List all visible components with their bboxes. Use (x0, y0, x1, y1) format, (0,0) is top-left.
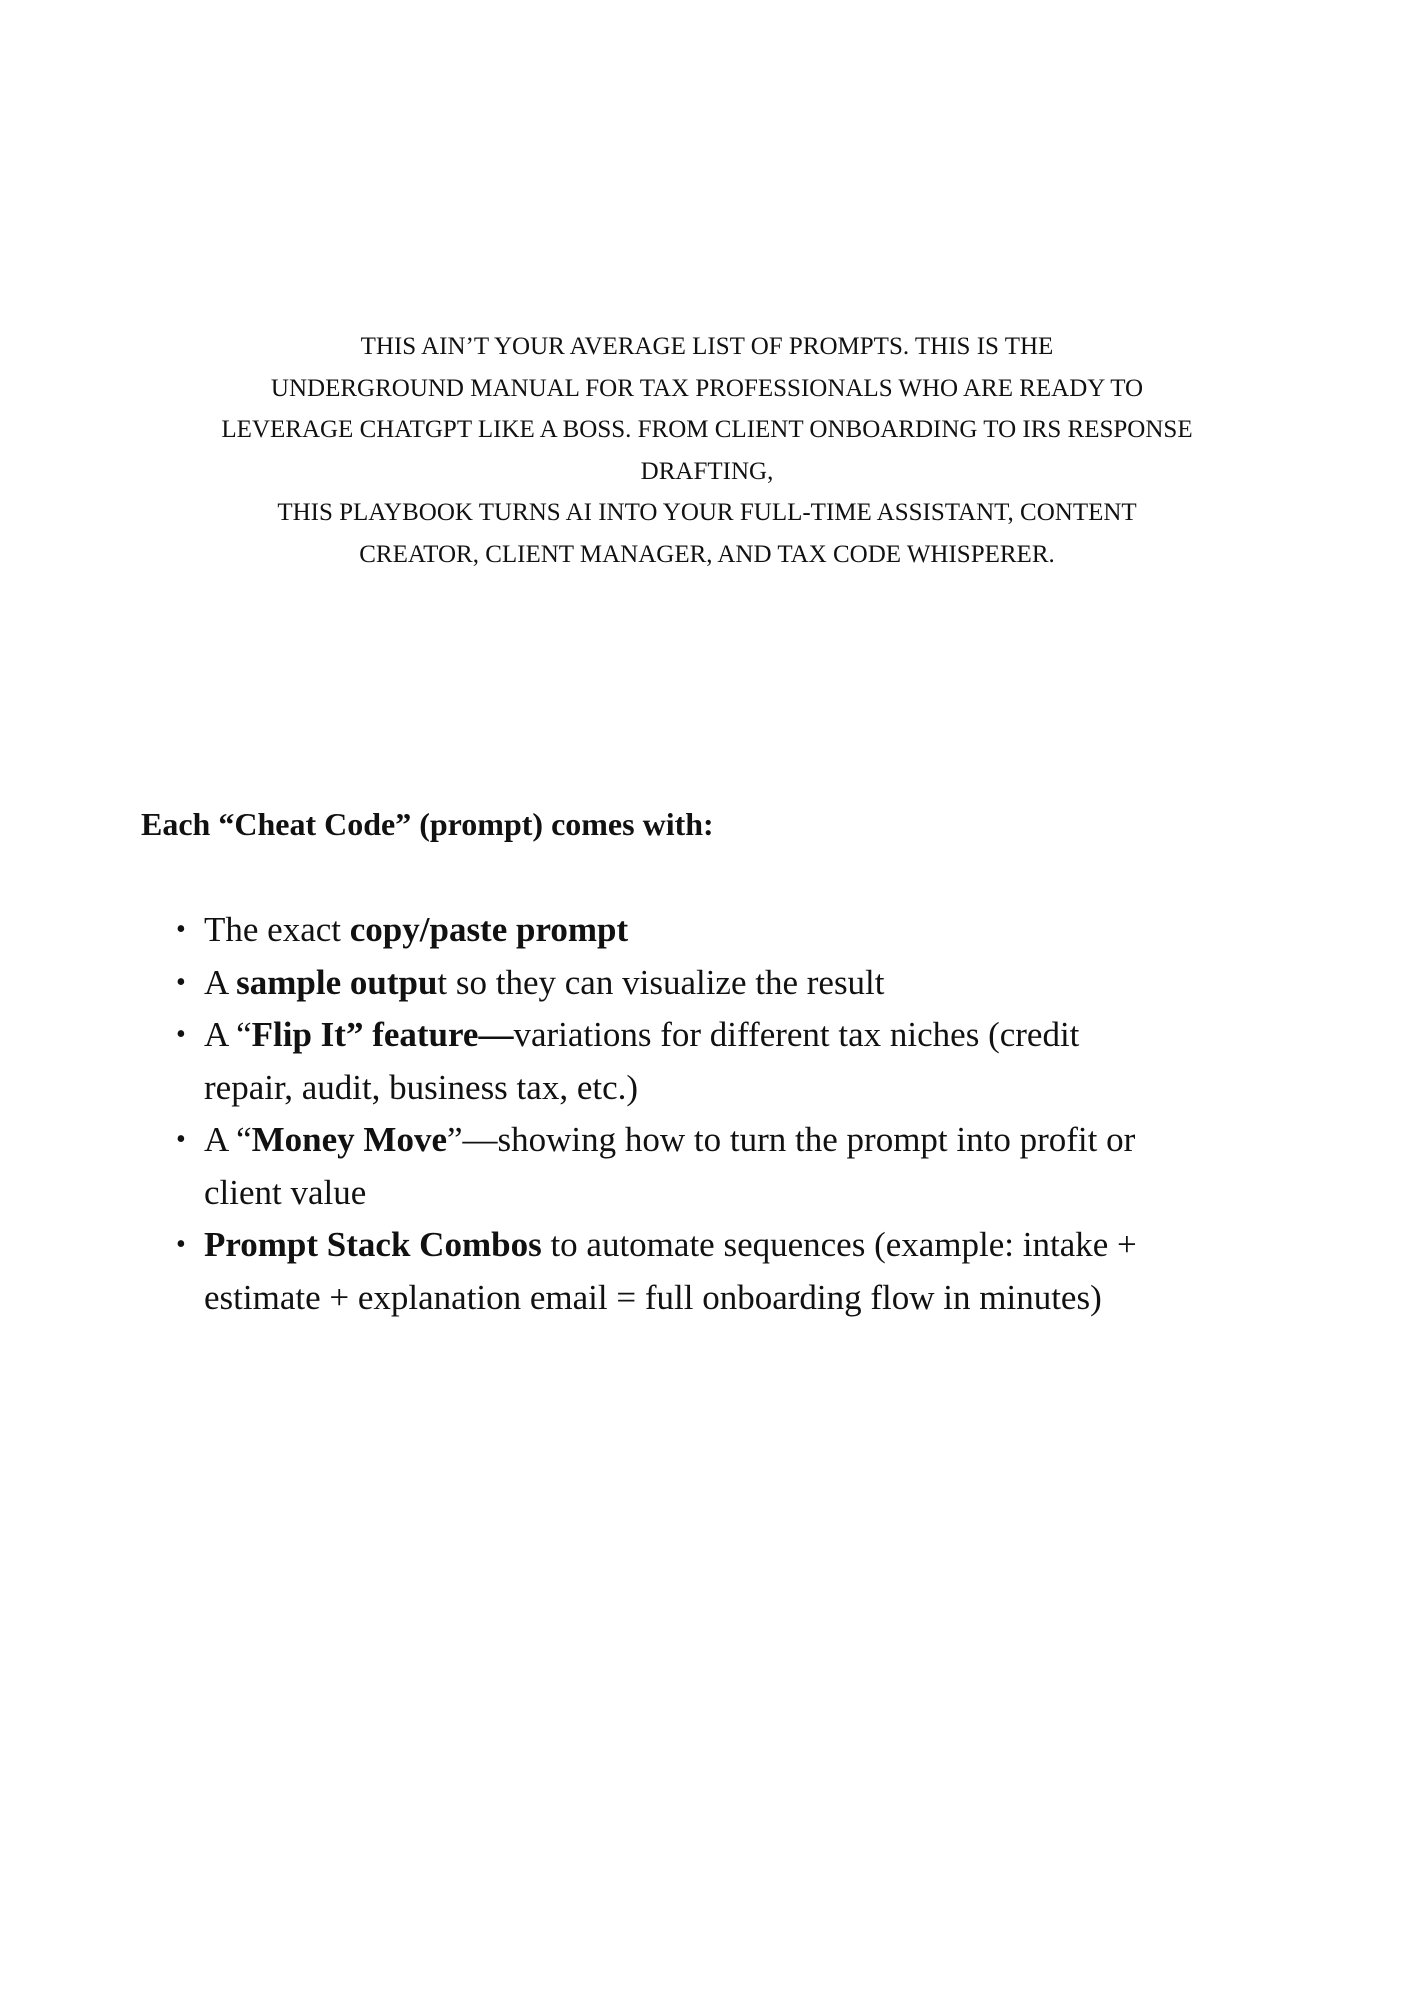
feature-bold-text: sample outpu (236, 962, 438, 1002)
feature-text: t so they can visualize the result (437, 962, 885, 1002)
feature-continuation: client value (204, 1172, 367, 1212)
bullet-icon: • (176, 1229, 186, 1260)
intro-paragraph (120, 326, 1294, 575)
feature-bold-text: copy/paste prompt (349, 910, 629, 949)
feature-bold-text: Money Move (251, 1120, 447, 1159)
feature-text: to automate sequences (example: intake + (541, 1225, 1137, 1264)
feature-text: A “ (204, 1015, 252, 1054)
feature-line (204, 904, 1326, 957)
feature-continuation: repair, audit, business tax, etc.) (204, 1067, 639, 1107)
intro-line: DRAFTING, (640, 457, 774, 485)
bullet-icon: • (176, 914, 186, 945)
intro-line: UNDERGROUND MANUAL FOR TAX PROFESSIONALS WHO ARE READY TO (270, 374, 1144, 402)
bullet-icon: • (176, 966, 186, 998)
bullet-icon: • (176, 1124, 186, 1155)
intro-line: THIS PLAYBOOK TURNS AI INTO YOUR FULL-TIME ASSISTANT, CONTENT (277, 499, 1137, 526)
feature-text: A (204, 962, 237, 1002)
feature-continuation: estimate + explanation email = full onboarding flow in minutes) (204, 1277, 1102, 1317)
feature-item (176, 1009, 1326, 1114)
feature-text: variations for different tax niches (credit (513, 1015, 1080, 1054)
feature-bold-text: Flip It” feature— (251, 1015, 514, 1054)
section-heading: Each “Cheat Code” (prompt) comes with: (141, 806, 714, 842)
feature-list (176, 904, 1326, 1324)
feature-line (204, 1219, 1326, 1272)
bullet-icon: • (176, 1019, 186, 1050)
feature-line (204, 1009, 1326, 1062)
feature-item (176, 957, 1326, 1010)
feature-item (176, 1114, 1326, 1219)
feature-text: The exact (204, 910, 350, 949)
feature-line (204, 1114, 1326, 1167)
feature-item (176, 904, 1326, 957)
feature-bold-text: Prompt Stack Combos (204, 1225, 542, 1264)
intro-line: LEVERAGE CHATGPT LIKE A BOSS. FROM CLIENT ONBOARDING TO IRS RESPONSE (221, 416, 1193, 443)
feature-item (176, 1219, 1326, 1324)
feature-line (204, 957, 1326, 1010)
intro-line: CREATOR, CLIENT MANAGER, AND TAX CODE WHISPERER. (359, 540, 1055, 568)
feature-text: ”—showing how to turn the prompt into profit or (447, 1120, 1136, 1159)
feature-text: A “ (204, 1120, 252, 1159)
intro-line: THIS AIN’T YOUR AVERAGE LIST OF PROMPTS. THIS IS THE (360, 333, 1054, 360)
